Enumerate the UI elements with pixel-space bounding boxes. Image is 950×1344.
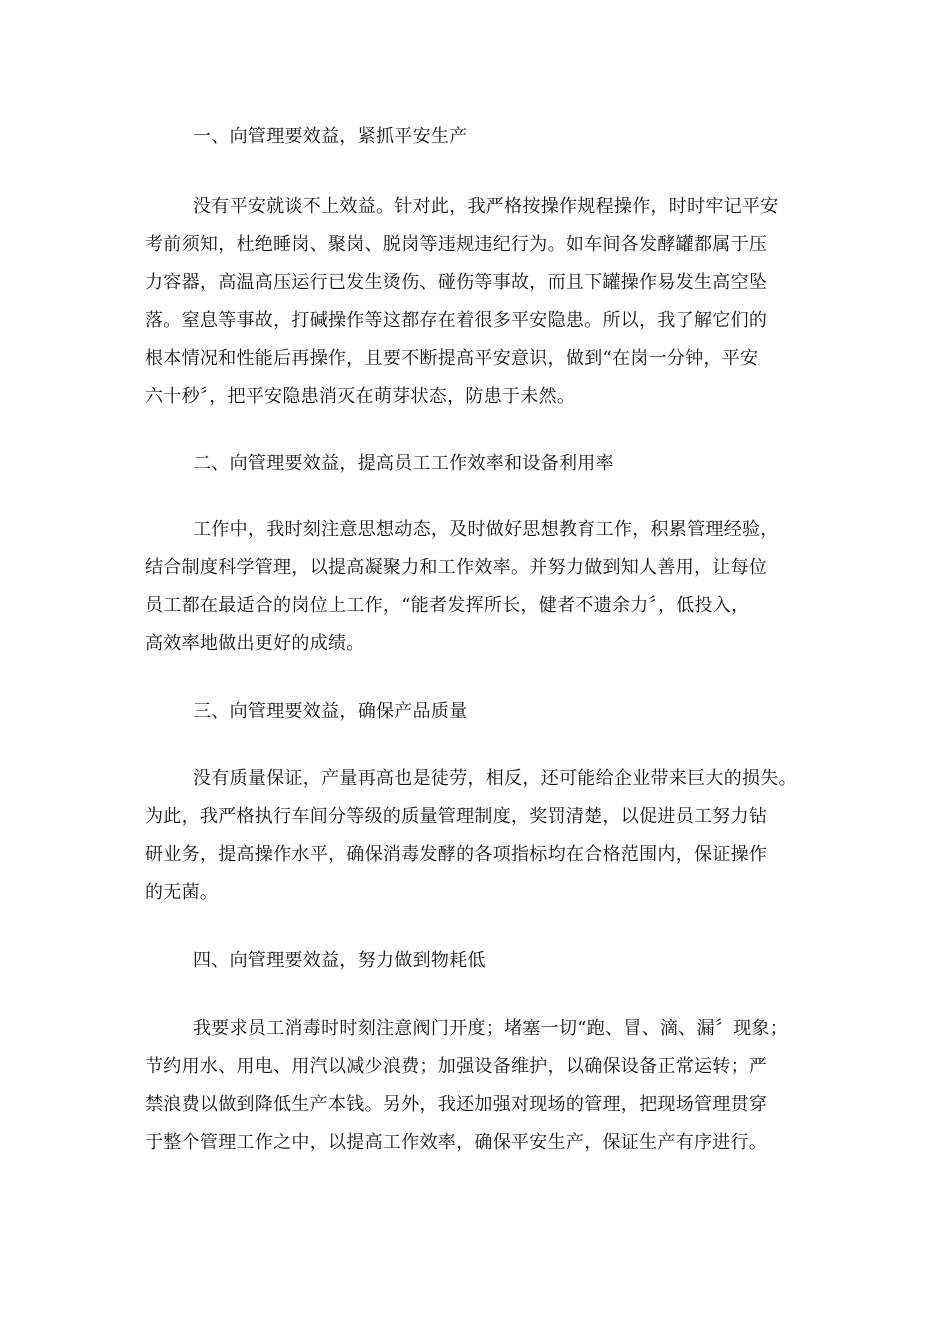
paragraph-line: 节约用水、用电、用汽以减少浪费；加强设备维护，以确保设备正常运转；严 (145, 1056, 768, 1077)
paragraph-line: 高效率地做出更好的成绩。 (145, 633, 365, 654)
paragraph-line: 力容器，高温高压运行已发生烫伤、碰伤等事故，而且下罐操作易发生高空坠 (145, 272, 768, 293)
paragraph-line: 员工都在最适合的岗位上工作，“能者发挥所长，健者不遗余力〞，低投入， (145, 595, 750, 616)
paragraph-line: 禁浪费以做到降低生产本钱。另外，我还加强对现场的管理，把现场管理贯穿 (145, 1094, 768, 1115)
paragraph-line: 为此，我严格执行车间分等级的质量管理制度，奖罚清楚，以促进员工努力钻 (145, 806, 768, 827)
section-3-heading: 三、向管理要效益，确保产品质量 (193, 701, 468, 722)
paragraph-line: 考前须知，杜绝睡岗、聚岗、脱岗等违规违纪行为。如车间各发酵罐都属于压 (145, 234, 768, 255)
paragraph-line: 六十秒〞，把平安隐患消灭在萌芽状态，防患于未然。 (145, 386, 576, 407)
paragraph-line: 研业务，提高操作水平，确保消毒发酵的各项指标均在合格范围内，保证操作 (145, 844, 768, 865)
paragraph-line: 工作中，我时刻注意思想动态，及时做好思想教育工作，积累管理经验， (193, 519, 779, 540)
paragraph-line: 落。窒息等事故，打碱操作等这都存在着很多平安隐患。所以，我了解它们的 (145, 310, 768, 331)
paragraph-line: 没有平安就谈不上效益。针对此，我严格按操作规程操作，时时牢记平安 (193, 196, 779, 217)
paragraph-line: 没有质量保证，产量再高也是徒劳，相反，还可能给企业带来巨大的损失。 (193, 768, 797, 789)
paragraph-line: 的无菌。 (145, 882, 219, 903)
paragraph-line: 于整个管理工作之中，以提高工作效率，确保平安生产，保证生产有序进行。 (145, 1132, 768, 1153)
section-1-heading: 一、向管理要效益，紧抓平安生产 (193, 126, 468, 147)
section-2-heading: 二、向管理要效益，提高员工工作效率和设备利用率 (193, 453, 614, 474)
paragraph-line: 结合制度科学管理，以提高凝聚力和工作效率。并努力做到知人善用，让每位 (145, 557, 768, 578)
paragraph-line: 我要求员工消毒时时刻注意阀门开度；堵塞一切“跑、冒、滴、漏〞现象； (193, 1018, 789, 1039)
section-4-heading: 四、向管理要效益，努力做到物耗低 (193, 950, 486, 971)
paragraph-line: 根本情况和性能后再操作，且要不断提高平安意识，做到“在岗一分钟，平安 (145, 348, 759, 369)
